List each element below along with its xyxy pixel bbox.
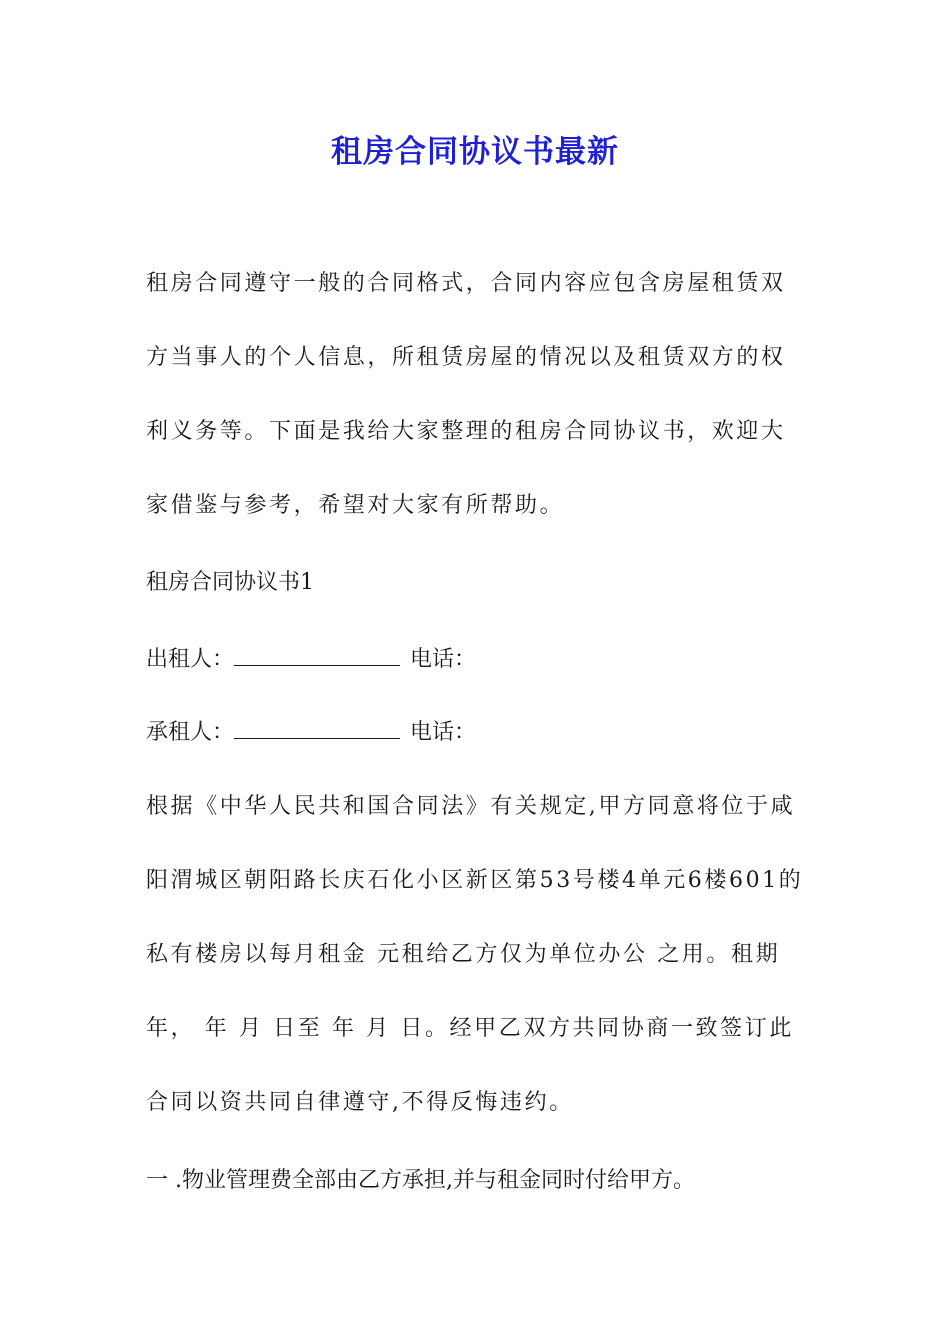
lessor-phone-label: 电话： [410, 647, 477, 672]
lessor-line [146, 640, 476, 680]
section-heading: 租房合同协议书1 [146, 570, 314, 595]
clause-item-1: 一 .物业管理费全部由乙方承担,并与租金同时付给甲方。 [146, 1168, 695, 1193]
intro-paragraph: 租房合同遵守一般的合同格式，合同内容应包含房屋租赁双方当事人的个人信息，所租赁房屋的情况以及租赁双方的权利义务等。下面是我给大家整理的租房合同协议书，欢迎大家借鉴与参考，希望对大家有所帮助。 [146, 271, 786, 518]
clause-paragraph: 根据《中华人民共和国合同法》有关规定,甲方同意将位于咸阳渭城区朝阳路长庆石化小区新区第53号楼4单元6楼601的私有楼房以每月租金 元租给乙方仅为单位办公 之用。租期 年， 年 月 日至 年 月 日。经甲乙双方共同协商一致签订此合同以资共同自律遵守,不得反悔违约。 [146, 794, 804, 1115]
lessee-line [146, 713, 476, 753]
lessee-name-blank[interactable] [234, 716, 400, 739]
lessor-label: 出租人： [146, 647, 235, 672]
lessee-label: 承租人： [146, 720, 235, 745]
lessee-phone-label: 电话： [410, 720, 477, 745]
lessor-name-blank[interactable] [234, 643, 400, 666]
document-title: 租房合同协议书最新 [331, 134, 619, 170]
